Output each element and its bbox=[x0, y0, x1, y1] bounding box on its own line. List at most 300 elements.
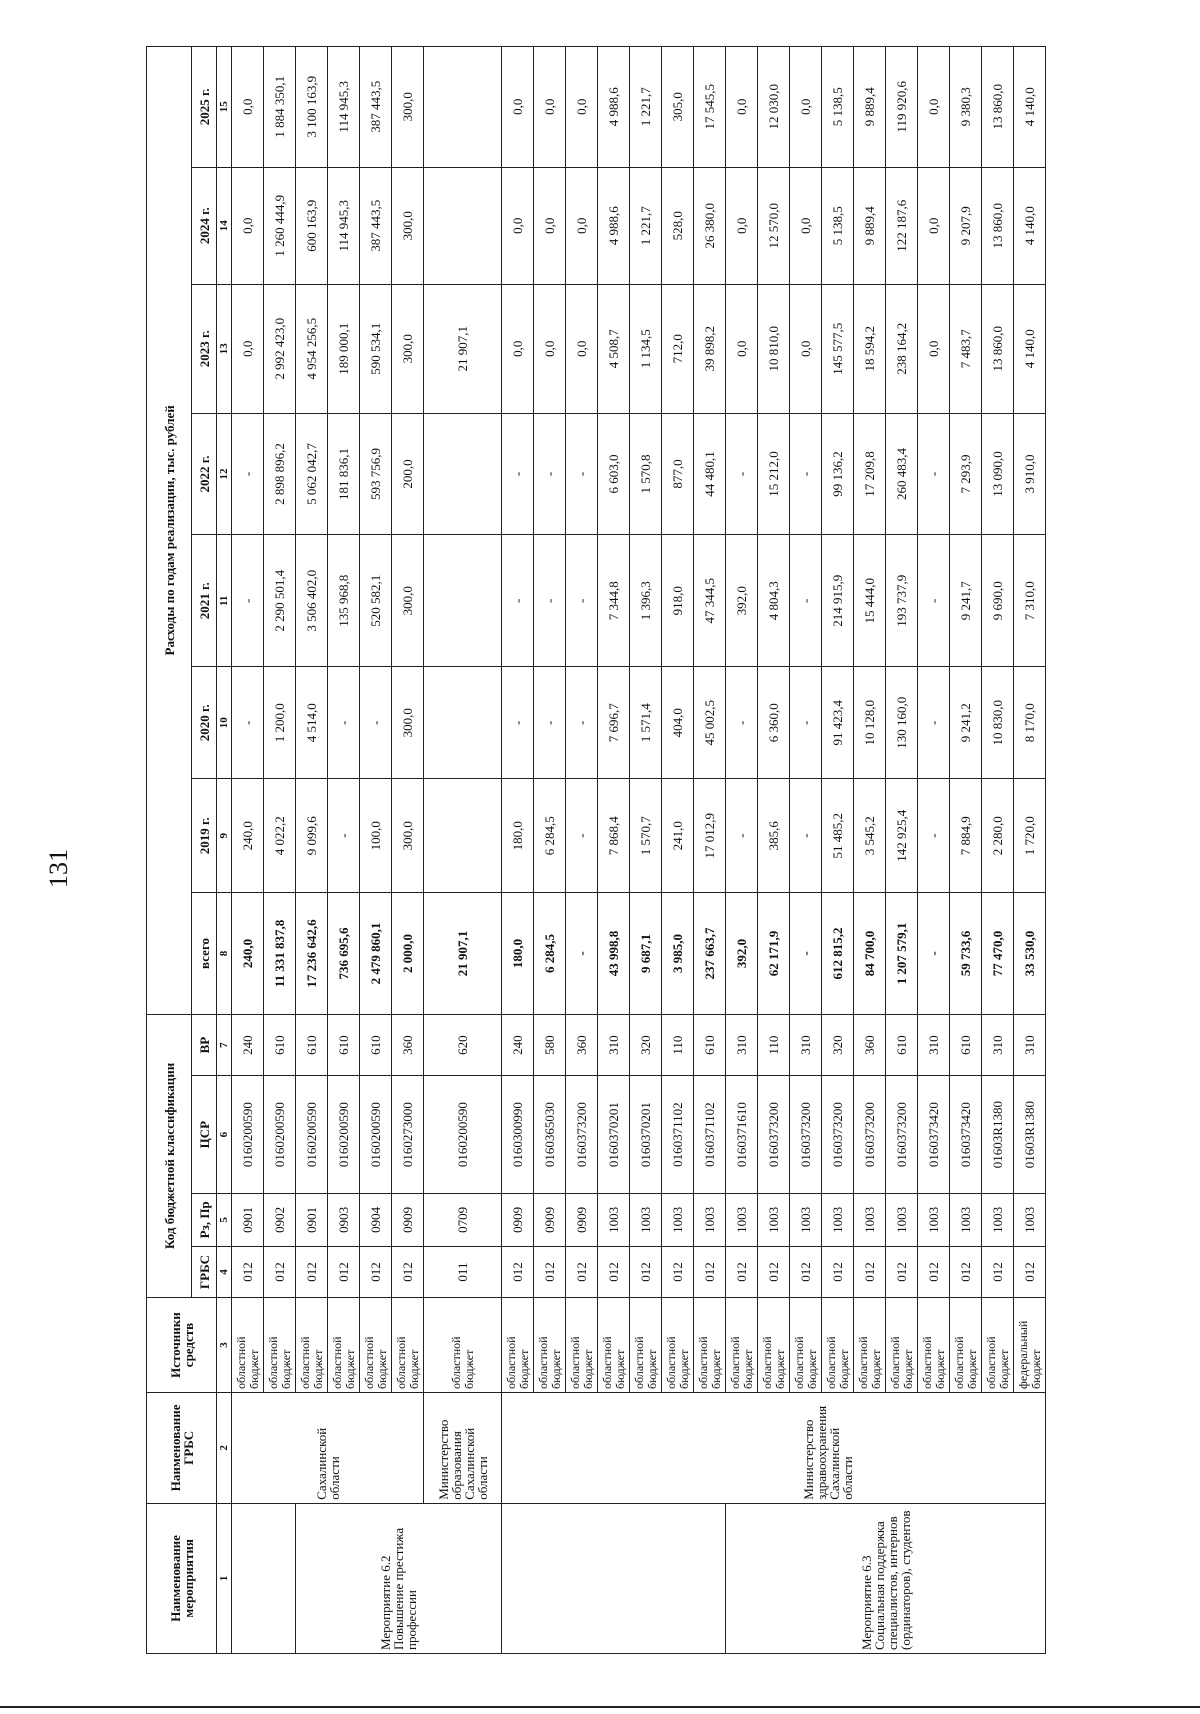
grbs-code-cell: 012 bbox=[328, 1246, 360, 1297]
year-value-cell: 214 915,9 bbox=[822, 535, 854, 667]
year-value-cell: - bbox=[534, 413, 566, 534]
budget-table bbox=[146, 46, 1046, 1654]
grbs-code-cell: 012 bbox=[360, 1246, 392, 1297]
source-cell: областной бюджет bbox=[854, 1298, 886, 1393]
grbs-code-cell: 012 bbox=[854, 1246, 886, 1297]
csr-code-cell: 0160370201 bbox=[630, 1076, 662, 1193]
year-value-cell: 300,0 bbox=[392, 667, 424, 779]
year-value-cell: 300,0 bbox=[392, 535, 424, 667]
source-cell: областной бюджет bbox=[694, 1298, 726, 1393]
year-value-cell: 13 860,0 bbox=[982, 284, 1014, 413]
rpr-code-cell: 0902 bbox=[264, 1193, 296, 1246]
total-cell: 6 284,5 bbox=[534, 893, 566, 1014]
column-numbers-row bbox=[217, 47, 232, 1654]
year-value-cell: 13 090,0 bbox=[982, 413, 1014, 534]
rpr-code-cell: 1003 bbox=[1014, 1193, 1046, 1246]
total-cell: 43 998,8 bbox=[598, 893, 630, 1014]
year-value-cell: - bbox=[328, 779, 360, 893]
year-value-cell: 0,0 bbox=[566, 284, 598, 413]
year-value-cell: 918,0 bbox=[662, 535, 694, 667]
year-value-cell: 13 860,0 bbox=[982, 47, 1014, 168]
rpr-code-cell: 0909 bbox=[566, 1193, 598, 1246]
year-value-cell: - bbox=[566, 779, 598, 893]
year-value-cell: 0,0 bbox=[534, 47, 566, 168]
year-value-cell: 0,0 bbox=[790, 47, 822, 168]
column-number: 14 bbox=[217, 167, 232, 284]
rpr-code-cell: 1003 bbox=[886, 1193, 918, 1246]
year-value-cell: 1 571,4 bbox=[630, 667, 662, 779]
budget-table-rotated bbox=[146, 46, 1046, 1654]
year-value-cell: 6 603,0 bbox=[598, 413, 630, 534]
rpr-code-cell: 1003 bbox=[630, 1193, 662, 1246]
year-value-cell: 7 884,9 bbox=[950, 779, 982, 893]
source-cell: федеральный бюджет bbox=[1014, 1298, 1046, 1393]
csr-code-cell: 0160373420 bbox=[918, 1076, 950, 1193]
csr-code-cell: 01603R1380 bbox=[982, 1076, 1014, 1193]
source-cell: областной бюджет bbox=[598, 1298, 630, 1393]
year-value-cell: 9 241,7 bbox=[950, 535, 982, 667]
vr-code-cell: 360 bbox=[854, 1014, 886, 1076]
vr-code-cell: 310 bbox=[982, 1014, 1014, 1076]
source-cell: областной бюджет bbox=[822, 1298, 854, 1393]
year-value-cell: 4 140,0 bbox=[1014, 284, 1046, 413]
year-value-cell: 21 907,1 bbox=[424, 284, 502, 413]
grbs-code-cell: 012 bbox=[694, 1246, 726, 1297]
year-value-cell: 44 480,1 bbox=[694, 413, 726, 534]
year-value-cell: 1 200,0 bbox=[264, 667, 296, 779]
rpr-code-cell: 1003 bbox=[822, 1193, 854, 1246]
year-value-cell: - bbox=[360, 667, 392, 779]
csr-code-cell: 0160300990 bbox=[502, 1076, 534, 1193]
csr-code-cell: 0160373200 bbox=[822, 1076, 854, 1193]
grbs-code-cell: 012 bbox=[662, 1246, 694, 1297]
total-cell: 240,0 bbox=[232, 893, 264, 1014]
column-number: 1 bbox=[217, 1503, 232, 1653]
header-vr: ВР bbox=[192, 1014, 217, 1076]
year-value-cell: 241,0 bbox=[662, 779, 694, 893]
year-value-cell: 15 444,0 bbox=[854, 535, 886, 667]
csr-code-cell: 0160200590 bbox=[328, 1076, 360, 1193]
header-grbs: ГРБС bbox=[192, 1246, 217, 1297]
year-value-cell: 6 360,0 bbox=[758, 667, 790, 779]
year-value-cell: 2 898 896,2 bbox=[264, 413, 296, 534]
csr-code-cell: 0160370201 bbox=[598, 1076, 630, 1193]
header-total: всего bbox=[192, 893, 217, 1014]
year-value-cell: 2 280,0 bbox=[982, 779, 1014, 893]
csr-code-cell: 0160373200 bbox=[758, 1076, 790, 1193]
column-number: 13 bbox=[217, 284, 232, 413]
year-value-cell: 17 012,9 bbox=[694, 779, 726, 893]
grbs-code-cell: 012 bbox=[822, 1246, 854, 1297]
rpr-code-cell: 0903 bbox=[328, 1193, 360, 1246]
vr-code-cell: 320 bbox=[630, 1014, 662, 1076]
year-value-cell: - bbox=[918, 667, 950, 779]
year-value-cell: 100,0 bbox=[360, 779, 392, 893]
year-value-cell: 1 720,0 bbox=[1014, 779, 1046, 893]
year-value-cell: 10 810,0 bbox=[758, 284, 790, 413]
year-value-cell: 4 514,0 bbox=[296, 667, 328, 779]
vr-code-cell: 310 bbox=[918, 1014, 950, 1076]
year-value-cell: 4 140,0 bbox=[1014, 167, 1046, 284]
year-value-cell: - bbox=[502, 667, 534, 779]
total-cell: - bbox=[790, 893, 822, 1014]
csr-code-cell: 0160371102 bbox=[694, 1076, 726, 1193]
grbs-code-cell: 012 bbox=[886, 1246, 918, 1297]
year-value-cell: 189 000,1 bbox=[328, 284, 360, 413]
rpr-code-cell: 0901 bbox=[296, 1193, 328, 1246]
source-cell: областной бюджет bbox=[982, 1298, 1014, 1393]
rpr-code-cell: 1003 bbox=[854, 1193, 886, 1246]
source-cell: областной бюджет bbox=[950, 1298, 982, 1393]
year-value-cell: 9 690,0 bbox=[982, 535, 1014, 667]
year-value-cell: - bbox=[502, 535, 534, 667]
grbs-code-cell: 012 bbox=[392, 1246, 424, 1297]
rpr-code-cell: 1003 bbox=[694, 1193, 726, 1246]
year-value-cell: 4 022,2 bbox=[264, 779, 296, 893]
year-value-cell: 600 163,9 bbox=[296, 167, 328, 284]
year-value-cell: 122 187,6 bbox=[886, 167, 918, 284]
year-value-cell: 0,0 bbox=[232, 284, 264, 413]
grbs-code-cell: 012 bbox=[232, 1246, 264, 1297]
grbs-code-cell: 012 bbox=[534, 1246, 566, 1297]
vr-code-cell: 310 bbox=[790, 1014, 822, 1076]
header-activity: Наименование мероприятия bbox=[147, 1503, 217, 1653]
year-value-cell: 130 160,0 bbox=[886, 667, 918, 779]
vr-code-cell: 240 bbox=[232, 1014, 264, 1076]
column-number: 4 bbox=[217, 1246, 232, 1297]
year-value-cell: 91 423,4 bbox=[822, 667, 854, 779]
activity-cell-empty bbox=[502, 1503, 726, 1653]
table-row bbox=[232, 47, 264, 1654]
year-value-cell: 135 968,8 bbox=[328, 535, 360, 667]
rpr-code-cell: 1003 bbox=[918, 1193, 950, 1246]
year-value-cell: - bbox=[726, 779, 758, 893]
year-value-cell: 4 988,6 bbox=[598, 47, 630, 168]
year-value-cell: 10 830,0 bbox=[982, 667, 1014, 779]
year-value-cell: - bbox=[328, 667, 360, 779]
year-value-cell: 387 443,5 bbox=[360, 47, 392, 168]
header-csr: ЦСР bbox=[192, 1076, 217, 1193]
year-value-cell: 0,0 bbox=[534, 167, 566, 284]
year-value-cell bbox=[424, 779, 502, 893]
year-value-cell: - bbox=[918, 413, 950, 534]
year-value-cell: 9 380,3 bbox=[950, 47, 982, 168]
year-value-cell: 1 884 350,1 bbox=[264, 47, 296, 168]
source-cell: областной бюджет bbox=[502, 1298, 534, 1393]
total-cell: 736 695,6 bbox=[328, 893, 360, 1014]
year-value-cell: 4 508,7 bbox=[598, 284, 630, 413]
rpr-code-cell: 0901 bbox=[232, 1193, 264, 1246]
year-value-cell: 1 260 444,9 bbox=[264, 167, 296, 284]
grbs-name-sakhalin: Сахалинской области bbox=[232, 1392, 424, 1503]
source-cell: областной бюджет bbox=[630, 1298, 662, 1393]
year-value-cell: 39 898,2 bbox=[694, 284, 726, 413]
header-expenses-group: Расходы по годам реализации, тыс. рублей bbox=[147, 47, 192, 1015]
source-cell: областной бюджет bbox=[662, 1298, 694, 1393]
total-cell: 59 733,6 bbox=[950, 893, 982, 1014]
year-value-cell: 305,0 bbox=[662, 47, 694, 168]
year-value-cell: 200,0 bbox=[392, 413, 424, 534]
grbs-name-education: Министерство образования Сахалинской области bbox=[424, 1392, 502, 1503]
vr-code-cell: 610 bbox=[296, 1014, 328, 1076]
csr-code-cell: 0160365030 bbox=[534, 1076, 566, 1193]
header-year: 2022 г. bbox=[192, 413, 217, 534]
csr-code-cell: 0160273000 bbox=[392, 1076, 424, 1193]
year-value-cell: 0,0 bbox=[918, 47, 950, 168]
year-value-cell: 4 804,3 bbox=[758, 535, 790, 667]
year-value-cell: 0,0 bbox=[918, 167, 950, 284]
year-value-cell: 4 140,0 bbox=[1014, 47, 1046, 168]
year-value-cell: 385,6 bbox=[758, 779, 790, 893]
grbs-code-cell: 012 bbox=[502, 1246, 534, 1297]
year-value-cell: 528,0 bbox=[662, 167, 694, 284]
year-value-cell: 4 988,6 bbox=[598, 167, 630, 284]
csr-code-cell: 0160373200 bbox=[790, 1076, 822, 1193]
table-body bbox=[232, 47, 1046, 1654]
source-cell: областной бюджет bbox=[918, 1298, 950, 1393]
vr-code-cell: 110 bbox=[758, 1014, 790, 1076]
year-value-cell: 0,0 bbox=[790, 284, 822, 413]
year-value-cell: 7 696,7 bbox=[598, 667, 630, 779]
year-value-cell: 0,0 bbox=[502, 284, 534, 413]
year-value-cell: 7 344,8 bbox=[598, 535, 630, 667]
total-cell: - bbox=[918, 893, 950, 1014]
year-value-cell: 0,0 bbox=[790, 167, 822, 284]
column-number: 12 bbox=[217, 413, 232, 534]
grbs-name-health: Министерство здравоохранения Сахалинской области bbox=[502, 1392, 1046, 1503]
header-source: Источники средств bbox=[147, 1298, 217, 1393]
year-value-cell: 5 138,5 bbox=[822, 167, 854, 284]
year-value-cell: 119 920,6 bbox=[886, 47, 918, 168]
header-year: 2024 г. bbox=[192, 167, 217, 284]
grbs-code-cell: 012 bbox=[630, 1246, 662, 1297]
year-value-cell: 3 506 402,0 bbox=[296, 535, 328, 667]
source-cell: областной бюджет bbox=[886, 1298, 918, 1393]
vr-code-cell: 610 bbox=[360, 1014, 392, 1076]
table-row bbox=[502, 47, 534, 1654]
column-number: 8 bbox=[217, 893, 232, 1014]
grbs-code-cell: 012 bbox=[790, 1246, 822, 1297]
year-value-cell: 0,0 bbox=[232, 167, 264, 284]
year-value-cell: 7 310,0 bbox=[1014, 535, 1046, 667]
year-value-cell: 2 992 423,0 bbox=[264, 284, 296, 413]
column-number: 15 bbox=[217, 47, 232, 168]
year-value-cell: 1 134,5 bbox=[630, 284, 662, 413]
rpr-code-cell: 0909 bbox=[392, 1193, 424, 1246]
rpr-code-cell: 1003 bbox=[758, 1193, 790, 1246]
column-number: 11 bbox=[217, 535, 232, 667]
year-value-cell: - bbox=[918, 535, 950, 667]
rpr-code-cell: 1003 bbox=[790, 1193, 822, 1246]
vr-code-cell: 360 bbox=[392, 1014, 424, 1076]
header-year: 2023 г. bbox=[192, 284, 217, 413]
year-value-cell: 142 925,4 bbox=[886, 779, 918, 893]
total-cell: 2 479 860,1 bbox=[360, 893, 392, 1014]
source-cell: областной бюджет bbox=[424, 1298, 502, 1393]
year-value-cell: 1 221,7 bbox=[630, 167, 662, 284]
total-cell: 180,0 bbox=[502, 893, 534, 1014]
year-value-cell: 99 136,2 bbox=[822, 413, 854, 534]
grbs-code-cell: 012 bbox=[296, 1246, 328, 1297]
activity-name-6-2: Мероприятие 6.2 Повышение престижа профессии bbox=[296, 1503, 502, 1653]
year-value-cell: 1 570,7 bbox=[630, 779, 662, 893]
year-value-cell: 240,0 bbox=[232, 779, 264, 893]
year-value-cell: 193 737,9 bbox=[886, 535, 918, 667]
year-value-cell: 7 483,7 bbox=[950, 284, 982, 413]
year-value-cell: 3 545,2 bbox=[854, 779, 886, 893]
total-cell: 392,0 bbox=[726, 893, 758, 1014]
year-value-cell: 0,0 bbox=[566, 47, 598, 168]
total-cell: 62 171,9 bbox=[758, 893, 790, 1014]
year-value-cell: 6 284,5 bbox=[534, 779, 566, 893]
year-value-cell: 145 577,5 bbox=[822, 284, 854, 413]
source-cell: областной бюджет bbox=[296, 1298, 328, 1393]
vr-code-cell: 620 bbox=[424, 1014, 502, 1076]
year-value-cell: 3 910,0 bbox=[1014, 413, 1046, 534]
year-value-cell: 0,0 bbox=[232, 47, 264, 168]
year-value-cell: - bbox=[790, 535, 822, 667]
year-value-cell: 9 889,4 bbox=[854, 167, 886, 284]
vr-code-cell: 610 bbox=[264, 1014, 296, 1076]
vr-code-cell: 320 bbox=[822, 1014, 854, 1076]
column-number: 9 bbox=[217, 779, 232, 893]
year-value-cell: 12 570,0 bbox=[758, 167, 790, 284]
total-cell: 9 687,1 bbox=[630, 893, 662, 1014]
grbs-code-cell: 012 bbox=[566, 1246, 598, 1297]
source-cell: областной бюджет bbox=[566, 1298, 598, 1393]
vr-code-cell: 580 bbox=[534, 1014, 566, 1076]
csr-code-cell: 0160200590 bbox=[360, 1076, 392, 1193]
year-value-cell: 51 485,2 bbox=[822, 779, 854, 893]
year-value-cell: 9 207,9 bbox=[950, 167, 982, 284]
total-cell: 3 985,0 bbox=[662, 893, 694, 1014]
total-cell: 84 700,0 bbox=[854, 893, 886, 1014]
scan-edge-line bbox=[0, 1706, 1200, 1708]
total-cell: 2 000,0 bbox=[392, 893, 424, 1014]
year-value-cell: 300,0 bbox=[392, 167, 424, 284]
csr-code-cell: 0160200590 bbox=[232, 1076, 264, 1193]
year-value-cell: 5 062 042,7 bbox=[296, 413, 328, 534]
table-header bbox=[147, 47, 232, 1654]
year-value-cell: - bbox=[232, 413, 264, 534]
rpr-code-cell: 0904 bbox=[360, 1193, 392, 1246]
year-value-cell: 7 868,4 bbox=[598, 779, 630, 893]
year-value-cell: 7 293,9 bbox=[950, 413, 982, 534]
column-number: 2 bbox=[217, 1392, 232, 1503]
year-value-cell: - bbox=[566, 667, 598, 779]
column-number: 3 bbox=[217, 1298, 232, 1393]
year-value-cell bbox=[424, 535, 502, 667]
csr-code-cell: 0160373200 bbox=[566, 1076, 598, 1193]
csr-code-cell: 0160373200 bbox=[854, 1076, 886, 1193]
year-value-cell: - bbox=[502, 413, 534, 534]
vr-code-cell: 110 bbox=[662, 1014, 694, 1076]
source-cell: областной бюджет bbox=[392, 1298, 424, 1393]
year-value-cell: 0,0 bbox=[726, 47, 758, 168]
rpr-code-cell: 1003 bbox=[726, 1193, 758, 1246]
header-year: 2019 г. bbox=[192, 779, 217, 893]
header-year: 2021 г. bbox=[192, 535, 217, 667]
year-value-cell: 0,0 bbox=[502, 47, 534, 168]
year-value-cell: 15 212,0 bbox=[758, 413, 790, 534]
source-cell: областной бюджет bbox=[360, 1298, 392, 1393]
grbs-code-cell: 012 bbox=[918, 1246, 950, 1297]
csr-code-cell: 0160200590 bbox=[296, 1076, 328, 1193]
source-cell: областной бюджет bbox=[232, 1298, 264, 1393]
column-number: 10 bbox=[217, 667, 232, 779]
year-value-cell: 9 889,4 bbox=[854, 47, 886, 168]
year-value-cell: - bbox=[566, 535, 598, 667]
grbs-code-cell: 012 bbox=[598, 1246, 630, 1297]
vr-code-cell: 610 bbox=[694, 1014, 726, 1076]
year-value-cell: 2 290 501,4 bbox=[264, 535, 296, 667]
year-value-cell: 0,0 bbox=[918, 284, 950, 413]
year-value-cell: 392,0 bbox=[726, 535, 758, 667]
csr-code-cell: 01603R1380 bbox=[1014, 1076, 1046, 1193]
year-value-cell: 712,0 bbox=[662, 284, 694, 413]
grbs-code-cell: 012 bbox=[726, 1246, 758, 1297]
year-value-cell: 10 128,0 bbox=[854, 667, 886, 779]
year-value-cell: 18 594,2 bbox=[854, 284, 886, 413]
year-value-cell: 300,0 bbox=[392, 47, 424, 168]
year-value-cell: 590 534,1 bbox=[360, 284, 392, 413]
year-value-cell: - bbox=[918, 779, 950, 893]
total-cell: 237 663,7 bbox=[694, 893, 726, 1014]
total-cell: - bbox=[566, 893, 598, 1014]
total-cell: 11 331 837,8 bbox=[264, 893, 296, 1014]
total-cell: 21 907,1 bbox=[424, 893, 502, 1014]
year-value-cell: 300,0 bbox=[392, 779, 424, 893]
year-value-cell: 8 170,0 bbox=[1014, 667, 1046, 779]
year-value-cell: - bbox=[534, 667, 566, 779]
year-value-cell: 1 570,8 bbox=[630, 413, 662, 534]
vr-code-cell: 360 bbox=[566, 1014, 598, 1076]
source-cell: областной бюджет bbox=[264, 1298, 296, 1393]
grbs-code-cell: 012 bbox=[264, 1246, 296, 1297]
source-cell: областной бюджет bbox=[758, 1298, 790, 1393]
total-cell: 77 470,0 bbox=[982, 893, 1014, 1014]
year-value-cell: - bbox=[790, 779, 822, 893]
year-value-cell: 114 945,3 bbox=[328, 167, 360, 284]
year-value-cell: 4 954 256,5 bbox=[296, 284, 328, 413]
year-value-cell: 45 002,5 bbox=[694, 667, 726, 779]
column-number: 6 bbox=[217, 1076, 232, 1193]
year-value-cell: 520 582,1 bbox=[360, 535, 392, 667]
grbs-code-cell: 012 bbox=[758, 1246, 790, 1297]
year-value-cell: 180,0 bbox=[502, 779, 534, 893]
year-value-cell: 5 138,5 bbox=[822, 47, 854, 168]
year-value-cell: 387 443,5 bbox=[360, 167, 392, 284]
year-value-cell: 114 945,3 bbox=[328, 47, 360, 168]
year-value-cell: - bbox=[790, 667, 822, 779]
year-value-cell: 593 756,9 bbox=[360, 413, 392, 534]
year-value-cell: 260 483,4 bbox=[886, 413, 918, 534]
year-value-cell: - bbox=[726, 413, 758, 534]
grbs-code-cell: 012 bbox=[982, 1246, 1014, 1297]
vr-code-cell: 240 bbox=[502, 1014, 534, 1076]
year-value-cell: 238 164,2 bbox=[886, 284, 918, 413]
year-value-cell: - bbox=[232, 535, 264, 667]
rpr-code-cell: 1003 bbox=[982, 1193, 1014, 1246]
grbs-code-cell: 012 bbox=[950, 1246, 982, 1297]
rpr-code-cell: 1003 bbox=[662, 1193, 694, 1246]
column-number: 5 bbox=[217, 1193, 232, 1246]
year-value-cell bbox=[424, 47, 502, 168]
csr-code-cell: 0160200590 bbox=[424, 1076, 502, 1193]
activity-name-6-3: Мероприятие 6.3 Социальная поддержка специалистов, интернов (ординаторов), студентов bbox=[726, 1503, 1046, 1653]
csr-code-cell: 0160371610 bbox=[726, 1076, 758, 1193]
header-rpr: Рз, Пр bbox=[192, 1193, 217, 1246]
